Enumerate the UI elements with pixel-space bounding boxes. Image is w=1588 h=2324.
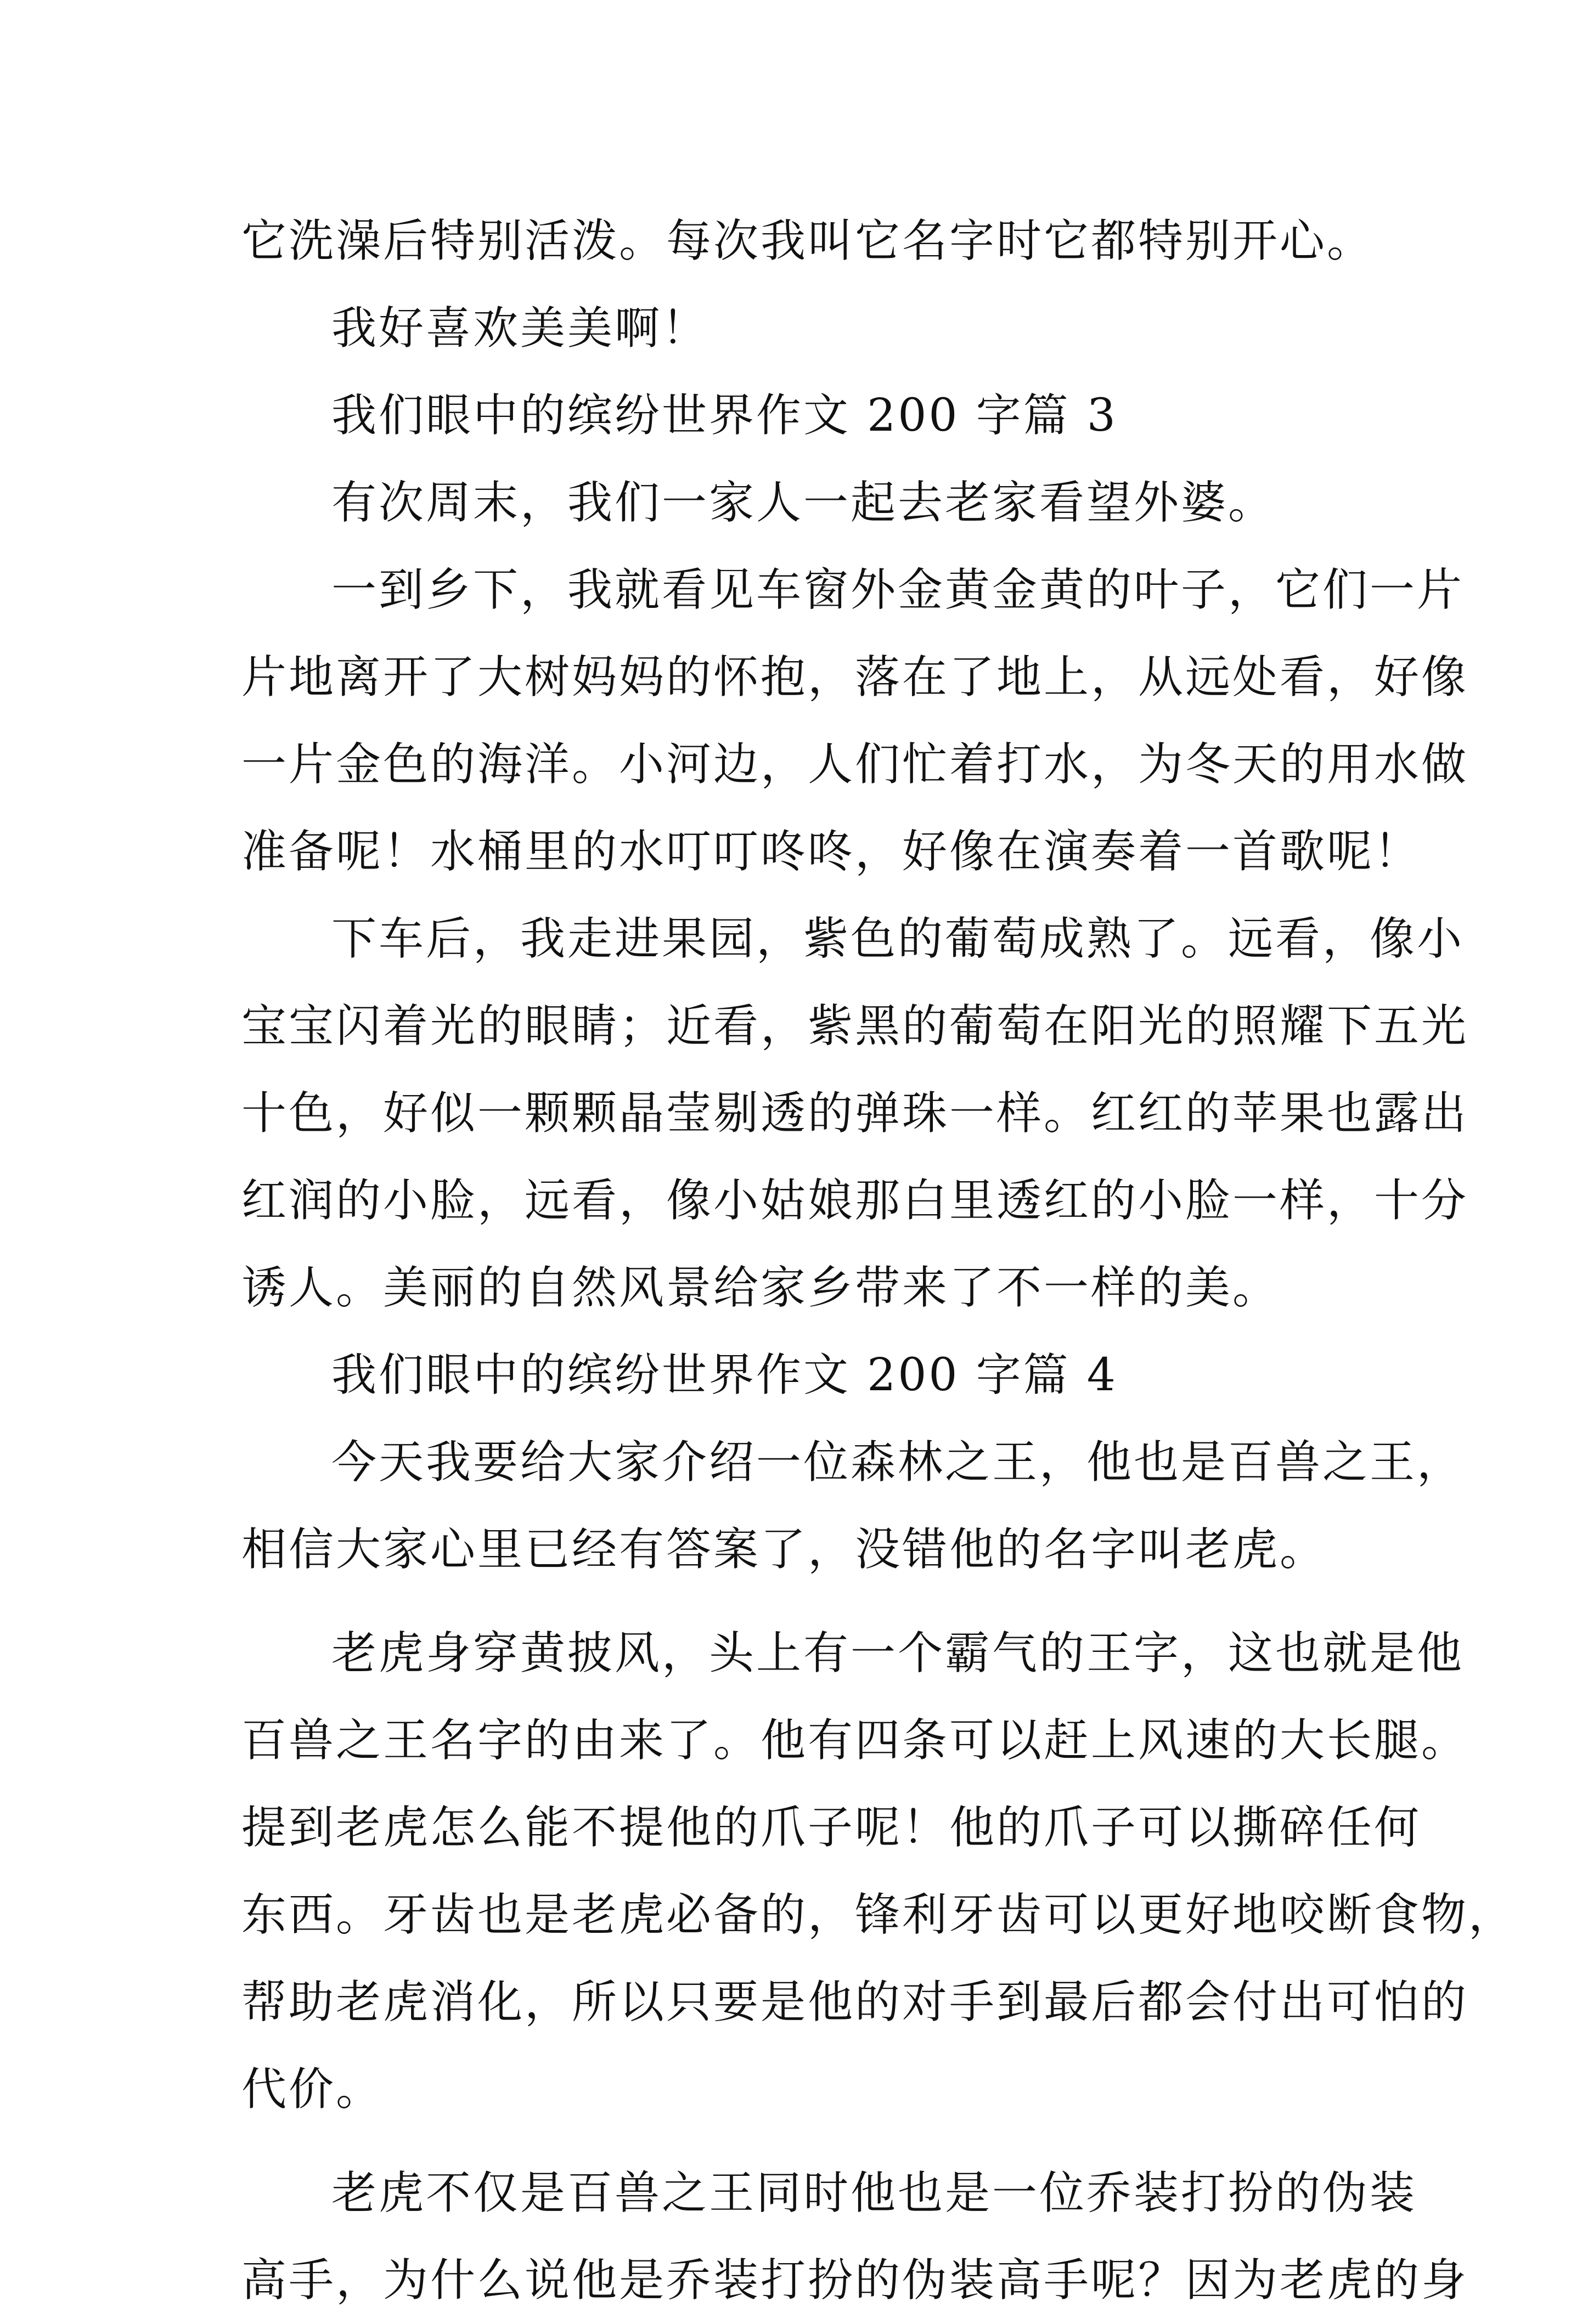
- paragraph-line: 准备呢！水桶里的水叮叮咚咚，好像在演奏着一首歌呢！: [241, 826, 1422, 878]
- paragraph-line: 东西。牙齿也是老虎必备的，锋利牙齿可以更好地咬断食物，: [241, 1889, 1516, 1941]
- paragraph-line: 诱人。美丽的自然风景给家乡带来了不一样的美。: [241, 1262, 1280, 1314]
- paragraph-line: 片地离开了大树妈妈的怀抱，落在了地上，从远处看，好像: [241, 651, 1469, 703]
- paragraph-line: 它洗澡后特别活泼。每次我叫它名字时它都特别开心。: [241, 215, 1375, 267]
- paragraph-line: 百兽之王名字的由来了。他有四条可以赶上风速的大长腿。: [241, 1714, 1469, 1767]
- paragraph-line: 提到老虎怎么能不提他的爪子呢！他的爪子可以撕碎任何: [241, 1802, 1422, 1854]
- section-heading: 我们眼中的缤纷世界作文 200 字篇 4: [331, 1349, 1118, 1401]
- paragraph-line: 红润的小脸，远看，像小姑娘那白里透红的小脸一样，十分: [241, 1175, 1469, 1227]
- document-body: [241, 198, 1516, 2324]
- paragraph-line: 下车后，我走进果园，紫色的葡萄成熟了。远看，像小: [331, 913, 1465, 965]
- paragraph-line: 我好喜欢美美啊！: [331, 302, 709, 354]
- paragraph-line: 高手，为什么说他是乔装打扮的伪装高手呢？因为老虎的身: [241, 2254, 1469, 2306]
- section-heading: 我们眼中的缤纷世界作文 200 字篇 3: [331, 390, 1118, 442]
- paragraph-line: 今天我要给大家介绍一位森林之王，他也是百兽之王，: [331, 1436, 1465, 1488]
- paragraph-line: 一片金色的海洋。小河边，人们忙着打水，为冬天的用水做: [241, 738, 1469, 791]
- paragraph-line: 老虎身穿黄披风，头上有一个霸气的王字，这也就是他: [331, 1627, 1465, 1679]
- paragraph-line: 十色，好似一颗颗晶莹剔透的弹珠一样。红红的苹果也露出: [241, 1087, 1469, 1140]
- paragraph-line: 宝宝闪着光的眼睛；近看，紫黑的葡萄在阳光的照耀下五光: [241, 1000, 1469, 1052]
- paragraph-line: 相信大家心里已经有答案了，没错他的名字叫老虎。: [241, 1524, 1327, 1576]
- paragraph-line: 一到乡下，我就看见车窗外金黄金黄的叶子，它们一片: [331, 564, 1465, 616]
- paragraph-line: 老虎不仅是百兽之王同时他也是一位乔装打扮的伪装: [331, 2167, 1417, 2219]
- paragraph-line: 代价。: [241, 2063, 384, 2116]
- paragraph-line: 有次周末，我们一家人一起去老家看望外婆。: [331, 477, 1276, 529]
- paragraph-line: 帮助老虎消化，所以只要是他的对手到最后都会付出可怕的: [241, 1976, 1469, 2028]
